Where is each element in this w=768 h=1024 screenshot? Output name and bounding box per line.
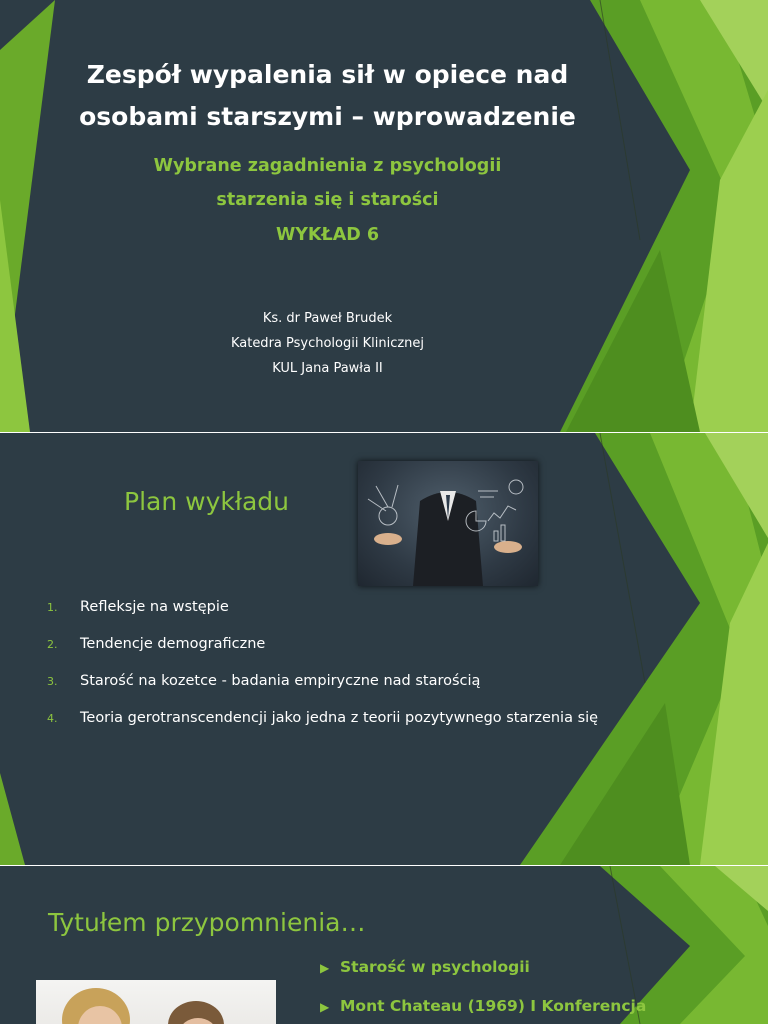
university-name: KUL Jana Pawła II xyxy=(272,361,383,376)
slide-title[interactable] xyxy=(0,0,768,432)
author-name: Ks. dr Paweł Brudek xyxy=(262,311,393,326)
plan-heading: Plan wykładu xyxy=(124,487,289,516)
slide-plan[interactable] xyxy=(0,433,768,865)
slide-reminder[interactable] xyxy=(0,866,768,1024)
list-text: Starość na kozetce - badania empiryczne nad starością xyxy=(80,673,481,689)
bullet-arrow-icon: ▶ xyxy=(320,961,330,975)
reminder-heading: Tytułem przypomnienia… xyxy=(48,908,366,937)
bullet-item xyxy=(320,957,530,976)
list-number: 2. xyxy=(47,638,58,651)
list-text: Teoria gerotranscendencji jako jedna z teorii pozytywnego starzenia się xyxy=(80,710,599,726)
people-photo xyxy=(36,980,276,1024)
department-name: Katedra Psychologii Klinicznej xyxy=(230,336,425,351)
slide-subtitle-line1: Wybrane zagadnienia z psychologii xyxy=(153,156,502,176)
list-text: Tendencje demograficzne xyxy=(80,636,266,652)
slide-title-heading: Zespół wypalenia sił w opiece nad osobami starszymi – wprowadzenie xyxy=(79,60,576,131)
list-number: 3. xyxy=(47,675,58,688)
bullet-arrow-icon: ▶ xyxy=(320,1000,330,1014)
slide-subtitle-line2: starzenia się i starości xyxy=(216,190,439,210)
list-number: 4. xyxy=(47,712,58,725)
bullet-text: Starość w psychologii xyxy=(340,958,530,976)
lecture-number: WYKŁAD 6 xyxy=(275,225,380,245)
list-number: 1. xyxy=(47,601,58,614)
list-text: Refleksje na wstępie xyxy=(80,599,229,615)
businessman-photo xyxy=(358,461,538,586)
bullet-text: Mont Chateau (1969) I Konferencja xyxy=(340,997,647,1015)
bullet-item xyxy=(320,996,646,1015)
